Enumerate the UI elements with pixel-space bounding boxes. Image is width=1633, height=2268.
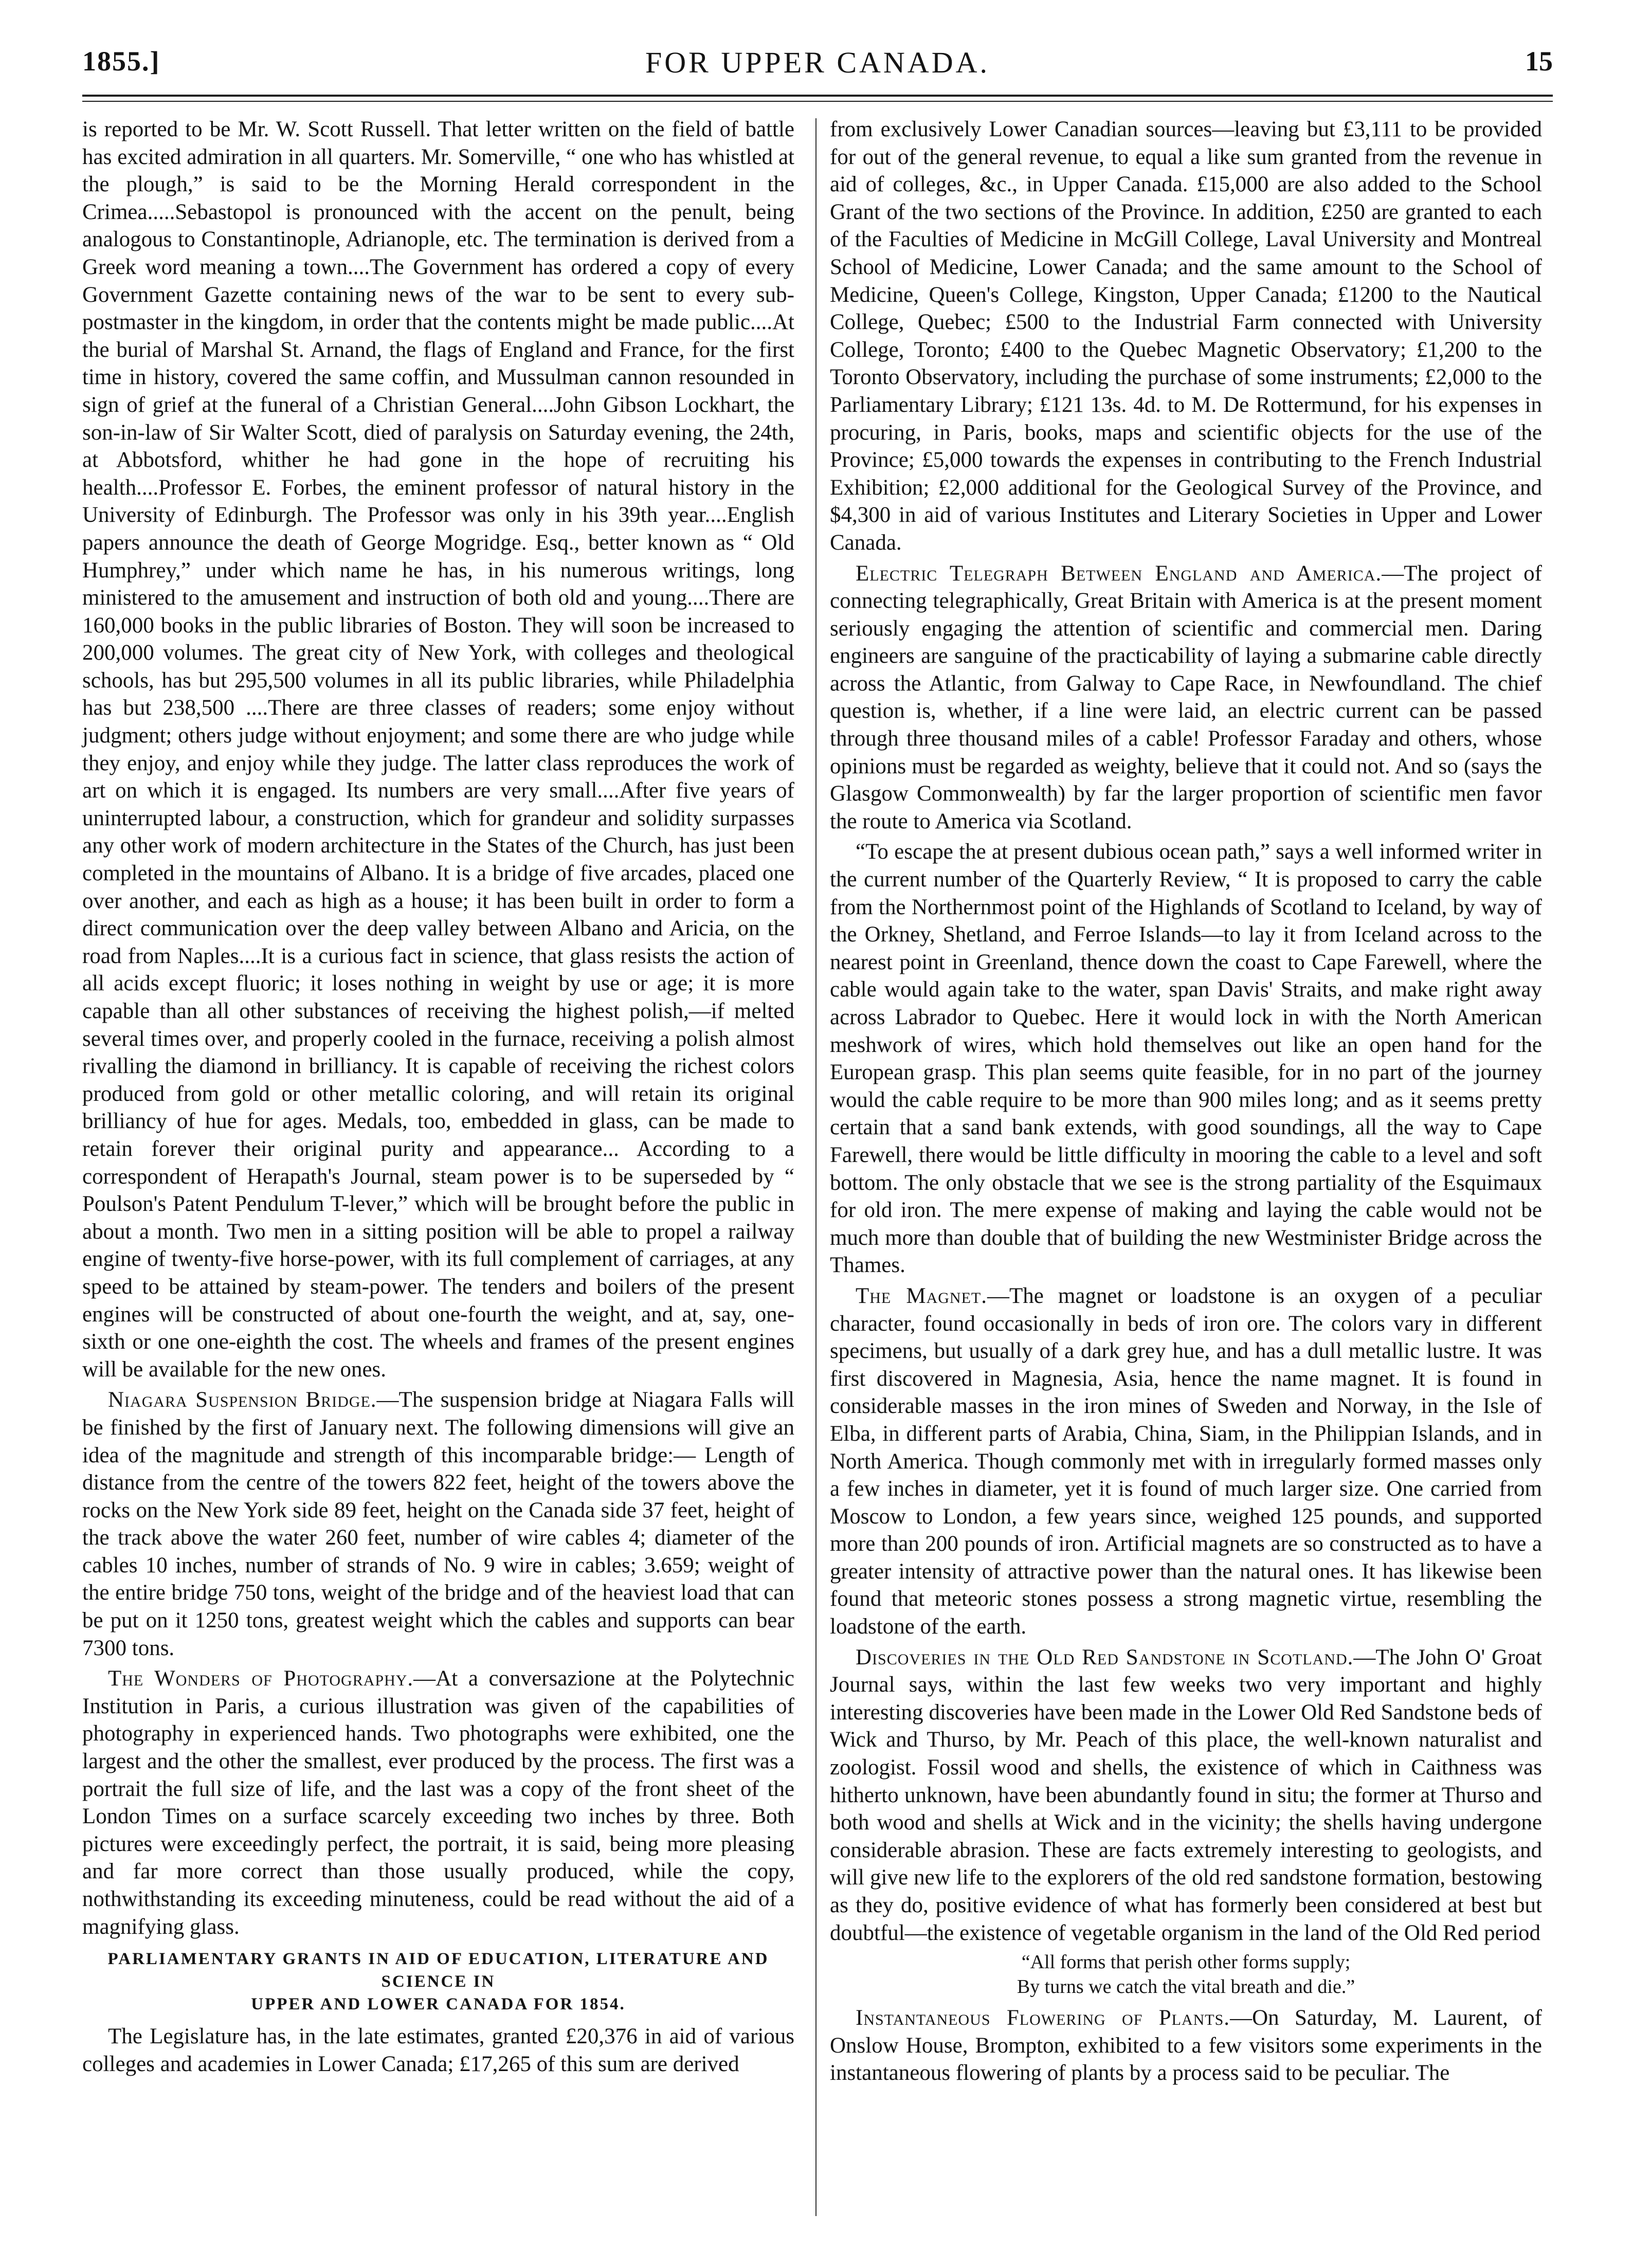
sandstone-heading: Discoveries in the Old Red Sandstone in Scotland. xyxy=(856,1645,1354,1670)
photography-article xyxy=(82,1665,794,1940)
telegraph-quote: “To escape the at present dubious ocean path,” says a well informed writer in the current number of the Quarterly Review, “ It is proposed to carry the cable from the Northernmost point of the Highlands of Scotland to Iceland, by way of the Orkney, Shetland, and Ferroe Islands—to lay it from Iceland across to the nearest point in Greenland, thence down the coast to Cape Farewell, where the cable would again take to the water, span Davis' Straits, and make right away across Labrador to Quebec. Here it would lock in with the North American meshwork of wires, which hold themselves out like an open hand for the European grasp. This plan seems quite feasible, for in no part of the journey would the cable require to be more than 900 miles long; and as it seems pretty certain that a sand bank extends, with good soundings, all the way to Cape Farewell, there would be little difficulty in mooring the cable to a level and soft bottom. The only obstacle that we see is the strong partiality of the Esquimaux for old iron. The mere expense of making and laying the cable would not be much more than double that of building the new Westminister Bridge across the Thames. xyxy=(830,840,1542,1278)
magnet-body: —The magnet or loadstone is an oxygen of a peculiar character, found occasionally in beds of iron ore. The colors vary in different specimens, but usually of a dark grey hue, and has a dull metallic lustre. It was first discovered in Magnesia, Asia, hence the name magnet. It is found in considerable masses in the iron mines of Sweden and Norway, in the Isle of Elba, in different parts of Arabia, China, Siam, in the Philippian Islands, and in North America. Though commonly met with in irregularly formed masses only a few inches in diameter, yet it is found of much larger size. One carried from Moscow to London, a few years since, weighed 125 pounds, and supported more than 200 pounds of iron. Artificial magnets are so constructed as to have a greater intensity of attractive power than the natural ones. It has likewise been found that meteoric stones possess a strong magnetic virtue, resembling the loadstone of the earth. xyxy=(830,1283,1543,1639)
telegraph-heading: Electric Telegraph Between England and America. xyxy=(856,561,1382,586)
page-number: 15 xyxy=(1525,46,1553,77)
grants-heading xyxy=(82,1948,794,2016)
niagara-heading: Niagara Suspension Bridge. xyxy=(108,1388,377,1412)
magnet-heading: The Magnet. xyxy=(856,1283,987,1308)
sandstone-body: —The John O' Groat Journal says, within the last few weeks two very important and highly interesting discoveries have been made in the Lower Old Red Sandstone beds of Wick and Thurso, by Mr. Peach of this place, the well-known naturalist and zoologist. Fossil wood and shells, the existence of which in Caithness was hitherto unknown, have been abundantly found in situ; the former at Thurso and both wood and shells at Wick and in the vicinity; the shells having undergone considerable abrasion. These are facts extremely interesting to geologists, and will give new life to the explorers of the old red sandstone formation, bestowing as they do, positive evidence of what has formerly been considered at best but doubtful—the existence of vegetable organism in the land of the Old Red period xyxy=(830,1645,1542,1945)
verse-line-1: “All forms that perish other forms supply; xyxy=(1021,1951,1351,1973)
flowering-article xyxy=(830,2004,1542,2087)
verse-quote xyxy=(830,1950,1542,1999)
header-title: FOR UPPER CANADA. xyxy=(645,46,990,79)
magnet-article xyxy=(830,1282,1542,1641)
header-year: 1855.] xyxy=(82,46,160,77)
photography-heading: The Wonders of Photography. xyxy=(108,1666,414,1691)
running-header xyxy=(82,45,1553,86)
flowering-heading: Instantaneous Flowering of Plants. xyxy=(856,2006,1230,2030)
header-rule-thick xyxy=(82,95,1553,97)
telegraph-body: —The project of connecting telegraphically, Great Britain with America is at the present moment seriously engaging the attention of scientific and commercial men. Daring engineers are sanguine of the practicability of laying a submarine cable directly across the Atlantic, from Galway to Cape Race, in Newfoundland. The chief question is, whether, if a line were laid, an electric current can be passed through three thousand miles of a cable! Professor Faraday and others, whose opinions must be regarded as weighty, believe that it could not. And so (says the Glasgow Commonwealth) by far the larger proportion of scientific men favor the route to America via Scotland. xyxy=(830,561,1542,833)
flowering-body: —On Saturday, M. Laurent, of Onslow House, Brompton, exhibited to a few visitors some experiments in the instantaneous flowering of plants by a process said to be peculiar. The xyxy=(830,2006,1542,2085)
sandstone-article xyxy=(830,1644,1542,1947)
niagara-article xyxy=(82,1386,794,1662)
grants-continued: from exclusively Lower Canadian sources—leaving but £3,111 to be provided for out of the general revenue, to equal a like sum granted from the revenue in aid of colleges, &c., in Upper Canada. £15,000 are also added to the School Grant of the two sections of the Province. In addition, £250 are granted to each of the Faculties of Medicine in McGill College, Laval University and Montreal School of Medicine, Lower Canada; and the same amount to the School of Medicine, Queen's College, Kingston, Upper Canada; £1200 to the Nautical College, Quebec; £500 to the Industrial Farm connected with University College, Toronto; £400 to the Quebec Magnetic Observatory; £1,200 to the Toronto Observatory, including the purchase of some instruments; £2,000 to the Parliamentary Library; £121 13s. 4d. to M. De Rottermund, for his expenses in procuring, in Paris, books, maps and scientific objects for the use of the Province; £5,000 towards the expenses in contributing to the French Industrial Exhibition; £2,000 additional for the Geological Survey of the Province, and $4,300 in aid of various Institutes and Literary Societies in Upper and Lower Canada. xyxy=(830,117,1542,555)
grants-body: The Legislature has, in the late estimates, granted £20,376 in aid of various colleges and academies in Lower Canada; £17,265 of this sum are derived xyxy=(82,2024,794,2076)
left-column xyxy=(82,116,794,2078)
header-rule-thin xyxy=(82,101,1553,102)
telegraph-article xyxy=(830,560,1542,836)
photography-body: —At a conversazione at the Polytechnic Institution in Paris, a curious illustration was given of the capabilities of photography in experienced hands. Two photographs were exhibited, one the largest and the other the smallest, ever produced by the process. The first was a portrait the full size of life, and the last was a copy of the front sheet of the London Times on a surface scarcely exceeding two inches by three. Both pictures were exceedingly perfect, the portrait, it is said, being more pleasing and far more correct than those usually produced, while the copy, nothwithstanding its exceeding minuteness, could be read without the aid of a magnifying glass. xyxy=(82,1666,794,1939)
grants-heading-line-2: UPPER AND LOWER CANADA FOR 1854. xyxy=(251,1995,626,2014)
verse-line-2: By turns we catch the vital breath and die.” xyxy=(1017,1976,1355,1998)
news-items-paragraph: is reported to be Mr. W. Scott Russell. That letter written on the field of battle has excited admiration in all quarters. Mr. Somerville, “ one who has whistled at the plough,” is said to be the Morning Herald correspondent in the Crimea.....Sebastopol is pronounced with the accent on the penult, being analogous to Constantinople, Adrianople, etc. The termination is derived from a Greek word meaning a town....The Government has ordered a copy of every Government Gazette containing news of the war to be sent to every sub-postmaster in the kingdom, in order that the contents might be made public....At the burial of Marshal St. Arnand, the flags of England and France, for the first time in history, covered the same coffin, and Mussulman cannon resounded in sign of grief at the funeral of a Christian General....John Gibson Lockhart, the son-in-law of Sir Walter Scott, died of paralysis on Saturday evening, the 24th, at Abbotsford, whither he had gone in the hope of recruiting his health....Professor E. Forbes, the eminent professor of natural history in the University of Edinburgh. The Professor was only in his 39th year....English papers announce the death of George Mogridge. Esq., better known as “ Old Humphrey,” under which name he has, in his numerous writings, long ministered to the amusement and instruction of both old and young....There are 160,000 books in the public libraries of Boston. They will soon be increased to 200,000 volumes. The great city of New York, with colleges and theological schools, has but 295,500 volumes in all its public libraries, while Philadelphia has but 238,500 ....There are three classes of readers; some enjoy without judgment; others judge without enjoyment; and some there are who judge while they enjoy, and enjoy while they judge. The latter class reproduces the work of art on which it is engaged. Its numbers are very small....After five years of uninterrupted labour, a construction, which for grandeur and solidity surpasses any other work of modern architecture in the States of the Church, has just been completed in the mountains of Albano. It is a bridge of five arcades, placed one over another, and each as high as a house; it has been built in order to form a direct communication over the deep valley between Albano and Aricia, on the road from Naples....It is a curious fact in science, that glass resists the action of all acids except fluoric; it loses nothing in weight by use or age; it is more capable than all other substances of receiving the highest polish,—if melted several times over, and properly cooled in the furnace, receiving a polish almost rivalling the diamond in brilliancy. It is capable of receiving the richest colors produced from gold or other metallic coloring, and will retain its original brilliancy of hue for ages. Medals, too, embedded in glass, can be made to retain forever their original purity and appearance... According to a correspondent of Herapath's Journal, steam power is to be superseded by “ Poulson's Patent Pendulum T-lever,” which will be brought before the public in about a month. Two men in a sitting position will be able to propel a railway engine of twenty-five horse-power, with its full complement of carriages, at any speed to be attained by steam-power. The tenders and boilers of the present engines will be constructed of about one-fourth the weight, and at, say, one-sixth or one one-eighth the cost. The wheels and frames of the present engines will be available for the new ones. xyxy=(82,117,794,1382)
right-column xyxy=(830,116,1542,2087)
column-divider xyxy=(815,118,816,2216)
grants-heading-line-1: PARLIAMENTARY GRANTS IN AID OF EDUCATION, LITERATURE AND SCIENCE IN xyxy=(107,1950,769,1991)
niagara-body: —The suspension bridge at Niagara Falls will be finished by the first of January next. The following dimensions will give an idea of the magnitude and strength of this incomparable bridge:— Length of distance from the centre of the towers 822 feet, height of the towers above the rocks on the New York side 89 feet, height on the Canada side 37 feet, height of the track above the water 260 feet, number of wire cables 4; diameter of the cables 10 inches, number of strands of No. 9 wire in cables; 3.659; weight of the entire bridge 750 tons, weight of the bridge and of the heaviest load that can be put on it 1250 tons, greatest weight which the cables and supports can bear 7300 tons. xyxy=(82,1388,794,1660)
